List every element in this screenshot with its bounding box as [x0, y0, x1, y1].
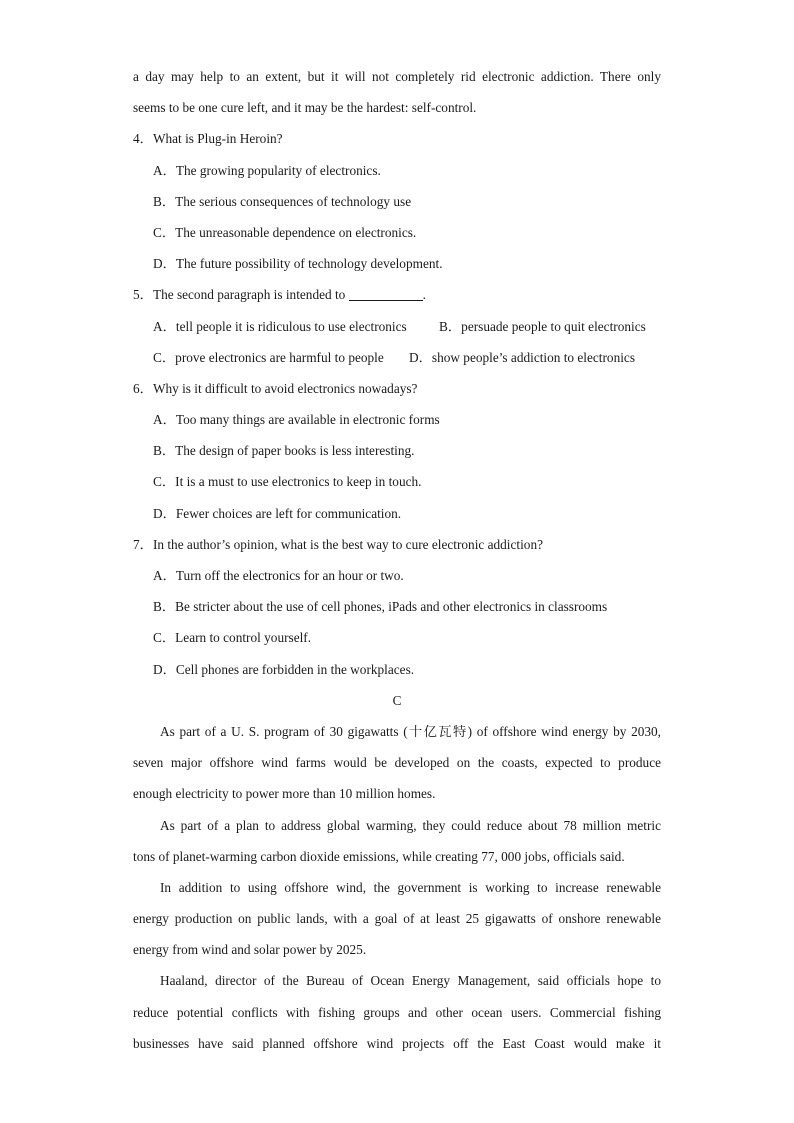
paragraph-3-line: energy production on public lands, with a goal of at least 25 gigawatts of onshore renewable [133, 911, 661, 927]
page-content [133, 61, 661, 1059]
question-4-option-b: B．The serious consequences of technology use [153, 193, 412, 209]
question-5-stem [133, 279, 661, 310]
passage-text-line: seems to be one cure left, and it may be the hardest: self-control. [133, 100, 477, 116]
question-5-stem-text: 5．The second paragraph is intended to [133, 287, 349, 303]
paragraph-1-line: As part of a U. S. program of 30 gigawatts (十亿瓦特) of offshore wind energy by 2030, [160, 723, 661, 739]
answer-blank [349, 287, 423, 301]
question-4-option-c: C．The unreasonable dependence on electronics. [153, 224, 417, 240]
question-6-option-c: C．It is a must to use electronics to keep in touch. [153, 474, 422, 490]
paragraph-2-line: tons of planet-warming carbon dioxide emissions, while creating 77, 000 jobs, officials said. [133, 848, 625, 864]
paragraph-1-line: enough electricity to power more than 10 million homes. [133, 786, 436, 802]
question-5-stem-end: . [422, 287, 426, 303]
paragraph-4-line: businesses have said planned offshore wind projects off the East Coast would make it [133, 1035, 661, 1051]
question-4-option-a: A．The growing popularity of electronics. [153, 162, 381, 178]
question-5-option-b: B．persuade people to quit electronics [439, 318, 646, 334]
question-7-stem: 7．In the author’s opinion, what is the best way to cure electronic addiction? [133, 536, 543, 552]
section-heading: C [392, 692, 402, 708]
question-7-option-a: A．Turn off the electronics for an hour or two. [153, 568, 404, 583]
question-6-option-a: A．Too many things are available in electronic forms [153, 412, 440, 428]
question-7-option-d: D．Cell phones are forbidden in the workplaces. [153, 661, 415, 677]
question-5-option-c: C．prove electronics are harmful to people [153, 349, 384, 365]
question-6-option-d: D．Fewer choices are left for communication. [153, 505, 402, 521]
question-5-options-row-1 [133, 311, 661, 342]
question-6-option-b: B．The design of paper books is less interesting. [153, 443, 415, 459]
question-5-option-a: A．tell people it is ridiculous to use electronics [153, 318, 407, 334]
question-6-stem: 6．Why is it difficult to avoid electronics nowadays? [133, 380, 418, 396]
paragraph-3-line: In addition to using offshore wind, the government is working to increase renewable [160, 879, 661, 895]
question-7-option-c: C．Learn to control yourself. [153, 630, 312, 646]
paragraph-3-line: energy from wind and solar power by 2025. [133, 942, 367, 958]
question-4-stem: 4．What is Plug-in Heroin? [133, 131, 283, 147]
question-5-options-row-2 [133, 342, 661, 373]
passage-text-line: a day may help to an extent, but it will not completely rid electronic addiction. There only [133, 69, 661, 84]
paragraph-4-line: Haaland, director of the Bureau of Ocean Energy Management, said officials hope to [160, 973, 661, 989]
paragraph-4-line: reduce potential conflicts with fishing groups and other ocean users. Commercial fishing [133, 1004, 661, 1020]
question-5-option-d: D．show people’s addiction to electronics [409, 349, 635, 365]
question-4-option-d: D．The future possibility of technology development. [153, 256, 443, 272]
paragraph-1-line: seven major offshore wind farms would be developed on the coasts, expected to produce [133, 755, 661, 771]
paragraph-2-line: As part of a plan to address global warming, they could reduce about 78 million metric [160, 817, 661, 833]
question-7-option-b: B．Be stricter about the use of cell phones, iPads and other electronics in classrooms [153, 599, 608, 615]
